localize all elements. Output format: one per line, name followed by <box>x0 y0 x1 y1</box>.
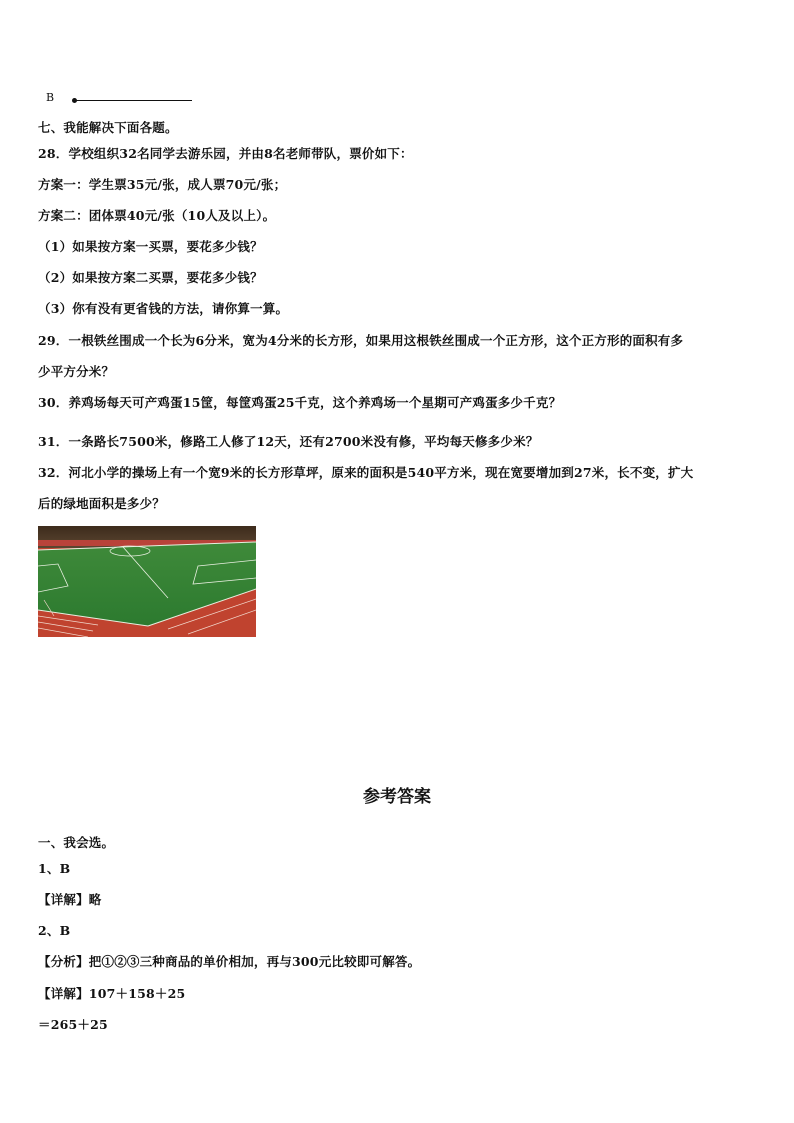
answer-1: 1、B <box>38 861 71 876</box>
question-28-stem: 28．学校组织32名同学去游乐园，并由8名老师带队，票价如下： <box>38 146 413 161</box>
question-31: 31．一条路长7500米，修路工人修了12天，还有2700米没有修，平均每天修多少米？ <box>38 434 539 449</box>
section-heading: 七、我能解决下面各题。 <box>38 120 178 135</box>
answer-2: 2、B <box>38 923 71 938</box>
answer-2-analysis: 【分析】把①②③三种商品的单价相加，再与300元比较即可解答。 <box>38 954 421 969</box>
question-28-plan1: 方案一：学生票35元/张，成人票70元/张； <box>38 177 287 192</box>
answer-2-detail: 【详解】107＋158＋25 <box>38 986 186 1001</box>
question-28-sub3: （3）你有没有更省钱的方法，请你算一算。 <box>38 301 289 316</box>
question-32-line1: 32．河北小学的操场上有一个宽9米的长方形草坪，原来的面积是540平方米，现在宽要增加到27米，长不变，扩大 <box>38 465 694 480</box>
question-28-sub1: （1）如果按方案一买票，要花多少钱？ <box>38 239 263 254</box>
answer-title: 参考答案 <box>363 787 431 807</box>
question-28-plan2: 方案二：团体票40元/张（10人及以上）。 <box>38 208 276 223</box>
question-32-line2: 后的绿地面积是多少？ <box>38 496 166 511</box>
line-segment <box>75 100 192 102</box>
question-29-line2: 少平方分米？ <box>38 364 115 379</box>
answer-section-heading: 一、我会选。 <box>38 835 115 850</box>
question-30: 30．养鸡场每天可产鸡蛋15筐，每筐鸡蛋25千克，这个养鸡场一个星期可产鸡蛋多少千克？ <box>38 395 562 410</box>
question-29-line1: 29．一根铁丝围成一个长为6分米，宽为4分米的长方形，如果用这根铁丝围成一个正方形，这个正方形的面积有多 <box>38 333 684 348</box>
answer-2-step: ＝265＋25 <box>38 1017 108 1032</box>
point-label-b: B <box>46 91 55 104</box>
question-28-sub2: （2）如果按方案二买票，要花多少钱？ <box>38 270 263 285</box>
sports-field-photo <box>38 526 256 637</box>
answer-1-detail: 【详解】略 <box>38 892 102 907</box>
